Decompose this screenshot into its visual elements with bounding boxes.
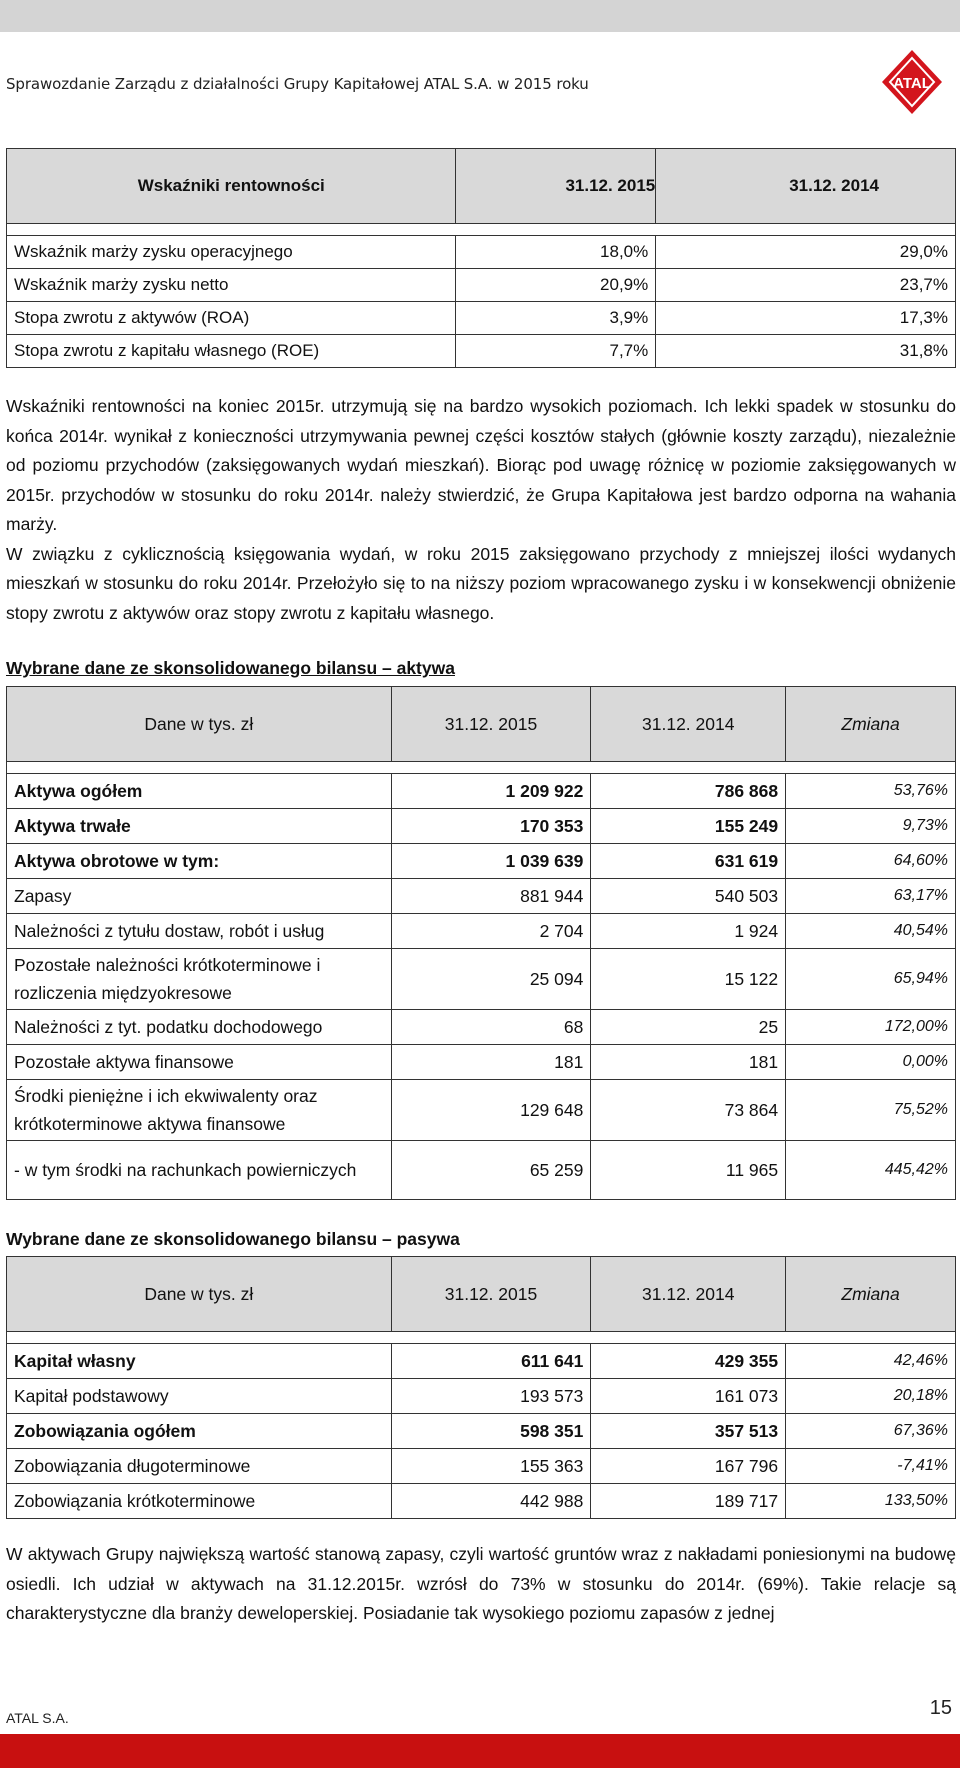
- row-label: Zobowiązania długoterminowe: [7, 1449, 392, 1484]
- row-change: 42,46%: [786, 1344, 956, 1379]
- row-label: Zapasy: [7, 879, 392, 914]
- profitability-header-label: Wskaźniki rentowności: [7, 149, 456, 224]
- row-change: 0,00%: [786, 1045, 956, 1080]
- table-row: [7, 1414, 956, 1449]
- row-value-2014: 786 868: [591, 774, 786, 809]
- liabilities-section-title: Wybrane dane ze skonsolidowanego bilansu – pasywa: [6, 1229, 460, 1249]
- profitability-header-2014: 31.12. 2014: [656, 149, 956, 224]
- table-row: [7, 879, 956, 914]
- table-row: [7, 844, 956, 879]
- row-change: 64,60%: [786, 844, 956, 879]
- liabilities-header-2014: 31.12. 2014: [591, 1257, 786, 1332]
- row-change: 53,76%: [786, 774, 956, 809]
- commentary-paragraph: Wskaźniki rentowności na koniec 2015r. utrzymują się na bardzo wysokich poziomach. Ich lekki spadek w stosunku do końca 2014r. wynikał z konieczności utrzymywania pewnej części kosztów stałych (głównie koszty zarządu), niezależnie od poziomu przychodów (zaksięgowanych wydań mieszkań). Biorąc pod uwagę różnicę w poziomie zaksięgowanych w 2015r. przychodów w stosunku do roku 2014r. należy stwierdzić, że Grupa Kapitałowa jest bardzo odporna na wahania marży.: [6, 396, 956, 534]
- row-value-2014: 429 355: [591, 1344, 786, 1379]
- table-row: [7, 1379, 956, 1414]
- row-value-2014: 17,3%: [656, 302, 956, 335]
- row-label: Stopa zwrotu z kapitału własnego (ROE): [7, 335, 456, 368]
- row-label: Środki pieniężne i ich ekwiwalenty oraz krótkoterminowe aktywa finansowe: [7, 1080, 392, 1141]
- row-value-2015: 2 704: [391, 914, 591, 949]
- row-label: Aktywa ogółem: [7, 774, 392, 809]
- row-label: Pozostałe należności krótkoterminowe i rozliczenia międzyokresowe: [7, 949, 392, 1010]
- row-value-2015: 1 039 639: [391, 844, 591, 879]
- table-row: [7, 774, 956, 809]
- row-value-2015: 7,7%: [456, 335, 656, 368]
- row-label: Kapitał własny: [7, 1344, 392, 1379]
- row-change: 172,00%: [786, 1010, 956, 1045]
- liabilities-header-change: Zmiana: [786, 1257, 956, 1332]
- table-row: [7, 1344, 956, 1379]
- row-label: Wskaźnik marży zysku operacyjnego: [7, 236, 456, 269]
- profitability-commentary: [6, 392, 956, 628]
- row-label: Należności z tyt. podatku dochodowego: [7, 1010, 392, 1045]
- row-value-2015: 25 094: [391, 949, 591, 1010]
- row-value-2015: 611 641: [391, 1344, 591, 1379]
- row-value-2014: 23,7%: [656, 269, 956, 302]
- row-label: Pozostałe aktywa finansowe: [7, 1045, 392, 1080]
- row-value-2015: 68: [391, 1010, 591, 1045]
- liabilities-header-row: [7, 1257, 956, 1332]
- row-value-2014: 540 503: [591, 879, 786, 914]
- table-row: [7, 302, 956, 335]
- table-row: [7, 1010, 956, 1045]
- row-value-2014: 357 513: [591, 1414, 786, 1449]
- row-label: Zobowiązania ogółem: [7, 1414, 392, 1449]
- row-value-2014: 25: [591, 1010, 786, 1045]
- page-header-title: Sprawozdanie Zarządu z działalności Grupy Kapitałowej ATAL S.A. w 2015 roku: [6, 75, 589, 93]
- assets-section-title: Wybrane dane ze skonsolidowanego bilansu – aktywa: [6, 658, 455, 678]
- row-value-2015: 3,9%: [456, 302, 656, 335]
- row-label: Należności z tytułu dostaw, robót i usług: [7, 914, 392, 949]
- logo-text: ATAL: [893, 75, 931, 92]
- row-value-2014: 1 924: [591, 914, 786, 949]
- liabilities-header-2015: 31.12. 2015: [391, 1257, 591, 1332]
- profitability-table: [6, 148, 956, 368]
- table-row: [7, 1449, 956, 1484]
- page-number: 15: [929, 1697, 952, 1719]
- liabilities-table: [6, 1256, 956, 1519]
- row-change: 67,36%: [786, 1414, 956, 1449]
- table-row: [7, 269, 956, 302]
- table-row: [7, 236, 956, 269]
- row-change: 65,94%: [786, 949, 956, 1010]
- assets-header-label: Dane w tys. zł: [7, 687, 392, 762]
- row-change: 133,50%: [786, 1484, 956, 1519]
- top-bar: [0, 0, 960, 32]
- assets-header-2015: 31.12. 2015: [391, 687, 591, 762]
- row-value-2014: 631 619: [591, 844, 786, 879]
- row-change: 75,52%: [786, 1080, 956, 1141]
- row-label: Wskaźnik marży zysku netto: [7, 269, 456, 302]
- atal-logo: [880, 48, 944, 120]
- commentary-paragraph: W związku z cyklicznością księgowania wydań, w roku 2015 zaksięgowano przychody z mniejszej ilości wydanych mieszkań w stosunku do roku 2014r. Przełożyło się to na niższy poziom wpracowanego zysku i w konsekwencji obniżenie stopy zwrotu z aktywów oraz stopy zwrotu z kapitału własnego.: [6, 543, 956, 623]
- table-row: [7, 914, 956, 949]
- assets-header-2014: 31.12. 2014: [591, 687, 786, 762]
- assets-commentary: [6, 1540, 956, 1629]
- row-value-2014: 31,8%: [656, 335, 956, 368]
- row-value-2014: 29,0%: [656, 236, 956, 269]
- footer-company: ATAL S.A.: [6, 1710, 69, 1726]
- row-value-2015: 129 648: [391, 1080, 591, 1141]
- commentary-paragraph: W aktywach Grupy największą wartość stanową zapasy, czyli wartość gruntów wraz z nakładami poniesionymi na budowę osiedli. Ich udział w aktywach na 31.12.2015r. wzrósł do 73% w stosunku do 2014r. (69%). Takie relacje są charakterystyczne dla branży deweloperskiej. Posiadanie tak wysokiego poziomu zapasów z jednej: [6, 1544, 956, 1623]
- row-value-2015: 1 209 922: [391, 774, 591, 809]
- row-label: Aktywa obrotowe w tym:: [7, 844, 392, 879]
- row-value-2015: 18,0%: [456, 236, 656, 269]
- row-value-2015: 193 573: [391, 1379, 591, 1414]
- assets-table: [6, 686, 956, 1200]
- row-change: -7,41%: [786, 1449, 956, 1484]
- table-row: [7, 335, 956, 368]
- assets-header-change: Zmiana: [786, 687, 956, 762]
- row-value-2015: 170 353: [391, 809, 591, 844]
- row-value-2014: 15 122: [591, 949, 786, 1010]
- row-change: 445,42%: [786, 1141, 956, 1200]
- row-label: Kapitał podstawowy: [7, 1379, 392, 1414]
- row-value-2015: 181: [391, 1045, 591, 1080]
- row-value-2014: 73 864: [591, 1080, 786, 1141]
- row-change: 20,18%: [786, 1379, 956, 1414]
- row-label: - w tym środki na rachunkach powierniczych: [7, 1141, 392, 1200]
- row-label: Stopa zwrotu z aktywów (ROA): [7, 302, 456, 335]
- row-label: Zobowiązania krótkoterminowe: [7, 1484, 392, 1519]
- row-label: Aktywa trwałe: [7, 809, 392, 844]
- footer-red-bar: [0, 1734, 960, 1768]
- row-change: 40,54%: [786, 914, 956, 949]
- table-row: [7, 809, 956, 844]
- table-row: [7, 949, 956, 1010]
- row-value-2014: 161 073: [591, 1379, 786, 1414]
- profitability-header-2015: 31.12. 2015: [456, 149, 656, 224]
- row-value-2015: 442 988: [391, 1484, 591, 1519]
- row-value-2015: 65 259: [391, 1141, 591, 1200]
- row-value-2014: 155 249: [591, 809, 786, 844]
- row-change: 9,73%: [786, 809, 956, 844]
- row-value-2014: 189 717: [591, 1484, 786, 1519]
- row-value-2014: 11 965: [591, 1141, 786, 1200]
- row-change: 63,17%: [786, 879, 956, 914]
- row-value-2015: 881 944: [391, 879, 591, 914]
- table-row: [7, 1080, 956, 1141]
- row-value-2014: 167 796: [591, 1449, 786, 1484]
- assets-header-row: [7, 687, 956, 762]
- profitability-header-row: [7, 149, 956, 224]
- row-value-2015: 598 351: [391, 1414, 591, 1449]
- row-value-2014: 181: [591, 1045, 786, 1080]
- row-value-2015: 155 363: [391, 1449, 591, 1484]
- table-row: [7, 1484, 956, 1519]
- table-row: [7, 1141, 956, 1200]
- table-row: [7, 1045, 956, 1080]
- liabilities-header-label: Dane w tys. zł: [7, 1257, 392, 1332]
- row-value-2015: 20,9%: [456, 269, 656, 302]
